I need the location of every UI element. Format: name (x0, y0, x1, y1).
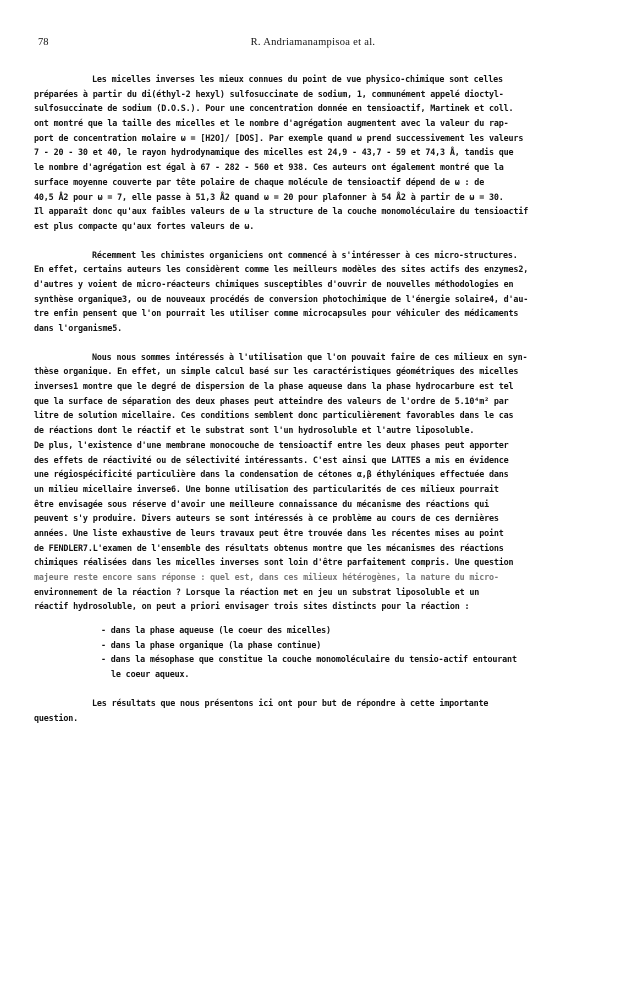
text-line: années. Une liste exhaustive de leurs travaux peut être trouvée dans les récentes mises au point (34, 527, 504, 538)
text-line: réactif hydrosoluble, on peut a priori envisager trois sites distincts pour la réaction : (34, 601, 470, 612)
list-item: - dans la phase aqueuse (le coeur des micelles) (101, 625, 331, 636)
body-text (34, 72, 592, 725)
text-line: est plus compacte qu'aux fortes valeurs de ω. (34, 220, 255, 231)
text-line: ont montré que la taille des micelles et le nombre d'agrégation augmentent avec la valeur du rap- (34, 118, 509, 129)
page-number: 78 (38, 37, 49, 48)
text-line: un milieu micellaire inverse6. Une bonne utilisation des particularités de ces milieux pourrait (34, 483, 499, 494)
paragraph-3 (34, 350, 592, 614)
text-line: inverses1 montre que le degré de dispersion de la phase aqueuse dans la phase hydrocarbure est tel (34, 381, 514, 392)
text-line: litre de solution micellaire. Ces conditions semblent donc particulièrement favorables dans le cas (34, 410, 514, 421)
text-line: question. (34, 712, 79, 723)
text-line: majeure reste encore sans réponse : quel est, dans ces milieux hétérogènes, la nature du micro- (34, 572, 499, 582)
text-line: port de concentration molaire ω = [H2O]/ [DOS]. Par exemple quand ω prend successivement les valeurs (34, 132, 524, 143)
paragraph-1 (34, 72, 592, 234)
running-title: R. Andriamanampisoa et al. (250, 37, 376, 48)
reaction-sites-list (34, 623, 592, 682)
closing-paragraph (34, 696, 592, 725)
list-item: - dans la mésophase que constitue la couche monomoléculaire du tensio-actif entourant (101, 654, 517, 665)
text-line: peuvent s'y produire. Divers auteurs se sont intéressés à ce problème au cours de ces dernières (34, 513, 499, 524)
text-line: synthèse organique3, ou de nouveaux procédés de conversion photochimique de l'énergie solaire4, d'au- (34, 293, 529, 304)
list-item-continuation: le coeur aqueux. (111, 669, 190, 680)
text-line: environnement de la réaction ? Lorsque la réaction met en jeu un substrat liposoluble et un (34, 586, 480, 597)
text-line: préparées à partir du di(éthyl-2 hexyl) sulfosuccinate de sodium, 1, communément appelé dioctyl- (34, 88, 504, 99)
text-line: surface moyenne couverte par tête polaire de chaque molécule de tensioactif dépend de ω : de (34, 176, 485, 187)
text-line: dans l'organisme5. (34, 323, 123, 333)
text-line: En effet, certains auteurs les considèrent comme les meilleurs modèles des sites actifs des enzymes2, (34, 264, 529, 275)
text-line: d'autres y voient de micro-réacteurs chimiques susceptibles d'ouvrir de nouvelles méthodologies en (34, 278, 514, 289)
running-header (38, 37, 588, 53)
text-line: être envisagée sous réserve d'avoir une meilleure connaissance du mécanisme des réactions qui (34, 498, 489, 509)
text-line: des effets de réactivité ou de sélectivité intéressants. C'est ainsi que LATTES a mis en évidence (34, 454, 509, 465)
text-line: Les micelles inverses les mieux connues du point de vue physico-chimique sont celles (92, 74, 503, 84)
text-line: Il apparaît donc qu'aux faibles valeurs de ω la structure de la couche monomoléculaire du tensioactif (34, 206, 529, 217)
text-line: de FENDLER7.L'examen de l'ensemble des résultats obtenus montre que les mécanismes des réactions (34, 542, 504, 553)
text-line: tre enfin pensent que l'on pourrait les utiliser comme microcapsules pour véhiculer des médicaments (34, 308, 519, 319)
text-line: de réactions dont le réactif et le substrat sont l'un hydrosoluble et l'autre liposoluble. (34, 425, 475, 436)
text-line: Nous nous sommes intéressés à l'utilisation que l'on pouvait faire de ces milieux en syn- (92, 351, 528, 362)
text-line: 7 - 20 - 30 et 40, le rayon hydrodynamique des micelles est 24,9 - 43,7 - 59 et 74,3 Å, tandis que (34, 147, 514, 158)
text-line: De plus, l'existence d'une membrane monocouche de tensioactif entre les deux phases peut apporter (34, 439, 509, 450)
text-line: thèse organique. En effet, un simple calcul basé sur les caractéristiques géométriques des micelles (34, 366, 519, 377)
text-line: une régiospécificité particulière dans la condensation de cétones α,β éthyléniques effectuée dans (34, 469, 509, 480)
text-line: sulfosuccinate de sodium (D.O.S.). Pour une concentration donnée en tensioactif, Martinek et coll. (34, 103, 514, 114)
list-item: - dans la phase organique (la phase continue) (101, 639, 322, 650)
text-line: que la surface de séparation des deux phases peut atteindre des valeurs de l'ordre de 5.10⁴m² par (34, 395, 509, 406)
text-line: Les résultats que nous présentons ici ont pour but de répondre à cette importante (92, 697, 489, 708)
text-line: le nombre d'agrégation est égal à 67 - 282 - 560 et 938. Ces auteurs ont également montré que la (34, 162, 504, 173)
text-line: Récemment les chimistes organiciens ont commencé à s'intéresser à ces micro-structures. (92, 249, 518, 260)
text-line: chimiques réalisées dans les micelles inverses sont loin d'être parfaitement compris. Une question (34, 557, 514, 568)
text-line: 40,5 Å2 pour ω = 7, elle passe à 51,3 Å2 quand ω = 20 pour plafonner à 54 Å2 à partir de ω = 30. (34, 191, 504, 202)
paragraph-2 (34, 248, 592, 336)
